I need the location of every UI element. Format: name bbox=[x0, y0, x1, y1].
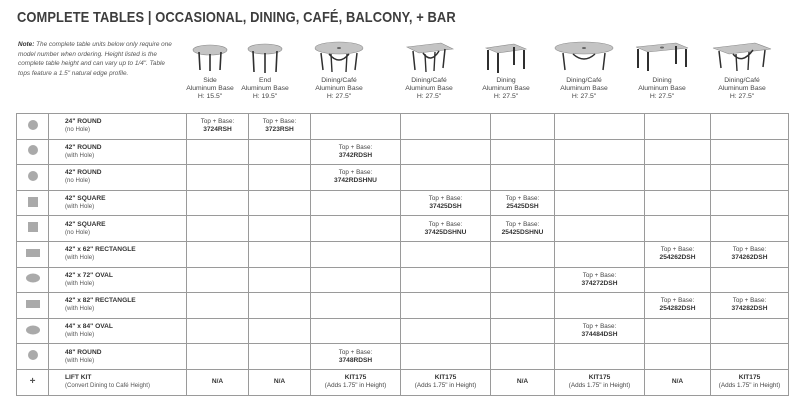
model-cell bbox=[401, 216, 491, 242]
table-row bbox=[17, 139, 789, 165]
table-row bbox=[17, 267, 789, 293]
model-number: 254262DSH bbox=[659, 254, 696, 262]
model-number: 374272DSH bbox=[581, 279, 618, 287]
model-cell bbox=[711, 114, 789, 140]
model-cell bbox=[249, 344, 311, 370]
model-number: 3723RSH bbox=[265, 126, 294, 134]
lift-kit-note: (Adds 1.75" in Height) bbox=[414, 382, 477, 390]
model-cell bbox=[311, 216, 401, 242]
lift-kit-model: KIT175 bbox=[434, 374, 457, 382]
size-hole-note: (no Hole) bbox=[65, 228, 91, 236]
table-row bbox=[17, 293, 789, 319]
table-row bbox=[17, 165, 789, 191]
model-number: 374262DSH bbox=[731, 254, 768, 262]
model-cell bbox=[711, 267, 789, 293]
size-label: 42" ROUND bbox=[65, 143, 102, 151]
model-cell bbox=[491, 114, 555, 140]
lift-kit-cell bbox=[311, 369, 401, 395]
circle-shape-icon bbox=[17, 165, 49, 191]
model-cell bbox=[645, 114, 711, 140]
model-cell bbox=[311, 267, 401, 293]
oval-shape-icon bbox=[17, 318, 49, 344]
size-label: 42" x 62" RECTANGLE bbox=[65, 246, 136, 254]
page-title: COMPLETE TABLES | OCCASIONAL, DINING, CAFÉ, BALCONY, + BAR bbox=[17, 9, 456, 26]
size-label: 42" x 72" OVAL bbox=[65, 271, 113, 279]
model-cell bbox=[187, 216, 249, 242]
model-cell bbox=[555, 241, 645, 267]
model-cell bbox=[249, 216, 311, 242]
lift-kit-cell bbox=[401, 369, 491, 395]
model-number: 254282DSH bbox=[659, 305, 696, 313]
model-number: 37425DSHNU bbox=[424, 228, 467, 236]
lift-kit-model: N/A bbox=[671, 378, 684, 386]
model-cell bbox=[401, 267, 491, 293]
column-header-rectangle-dining: Dining Aluminum Base H: 27.5" bbox=[630, 40, 694, 112]
circle-shape-icon bbox=[17, 344, 49, 370]
model-cell bbox=[311, 293, 401, 319]
size-cell bbox=[49, 165, 187, 191]
lift-kit-note: (Adds 1.75" in Height) bbox=[718, 382, 781, 390]
model-cell bbox=[555, 165, 645, 191]
lift-kit-cell bbox=[711, 369, 789, 395]
model-cell bbox=[311, 344, 401, 370]
model-cell bbox=[645, 344, 711, 370]
lift-kit-model: KIT175 bbox=[588, 374, 611, 382]
lift-kit-note: (Adds 1.75" in Height) bbox=[324, 382, 387, 390]
model-cell bbox=[711, 165, 789, 191]
size-label: 44" x 84" OVAL bbox=[65, 323, 113, 331]
circle-shape-icon bbox=[17, 139, 49, 165]
size-cell bbox=[49, 216, 187, 242]
column-header-square-dining: Dining Aluminum Base H: 27.5" bbox=[478, 40, 534, 112]
model-cell bbox=[311, 165, 401, 191]
lift-kit-label-cell bbox=[49, 369, 187, 395]
size-hole-note: (with Hole) bbox=[65, 203, 95, 211]
top-base-label: Top + Base: bbox=[505, 220, 540, 228]
oval-shape-icon bbox=[17, 267, 49, 293]
model-cell bbox=[187, 318, 249, 344]
size-label: 42" SQUARE bbox=[65, 195, 106, 203]
model-cell bbox=[491, 241, 555, 267]
model-cell bbox=[401, 293, 491, 319]
model-number: 374484DSH bbox=[581, 331, 618, 339]
lift-kit-row bbox=[17, 369, 789, 395]
tables-grid bbox=[16, 113, 789, 396]
note-label: Note: bbox=[18, 41, 35, 48]
lift-kit-cell bbox=[491, 369, 555, 395]
model-number: 3724RSH bbox=[203, 126, 232, 134]
square-dining-table-icon bbox=[482, 40, 530, 75]
top-base-label: Top + Base: bbox=[660, 297, 695, 305]
size-hole-note: (no Hole) bbox=[65, 126, 91, 134]
model-cell bbox=[249, 139, 311, 165]
model-cell bbox=[187, 344, 249, 370]
lift-kit-model: N/A bbox=[211, 378, 224, 386]
top-base-label: Top + Base: bbox=[262, 118, 297, 126]
model-cell bbox=[645, 318, 711, 344]
model-cell bbox=[491, 344, 555, 370]
model-cell bbox=[249, 293, 311, 319]
model-cell bbox=[555, 114, 645, 140]
rectangle-dining-table-icon bbox=[632, 40, 692, 75]
model-cell bbox=[401, 241, 491, 267]
size-cell bbox=[49, 114, 187, 140]
model-cell bbox=[555, 344, 645, 370]
model-cell bbox=[491, 267, 555, 293]
size-hole-note: (with Hole) bbox=[65, 279, 95, 287]
model-cell bbox=[711, 216, 789, 242]
model-cell bbox=[187, 241, 249, 267]
model-cell bbox=[311, 318, 401, 344]
model-cell bbox=[555, 216, 645, 242]
table-row bbox=[17, 318, 789, 344]
column-header-square-cafe: Dining/Café Aluminum Base H: 27.5" bbox=[394, 40, 464, 112]
lift-kit-model: N/A bbox=[516, 378, 529, 386]
table-row bbox=[17, 216, 789, 242]
model-cell bbox=[711, 241, 789, 267]
model-cell bbox=[555, 293, 645, 319]
model-number: 374282DSH bbox=[731, 305, 768, 313]
model-cell bbox=[401, 344, 491, 370]
note bbox=[18, 40, 173, 79]
oval-dining-table-icon bbox=[551, 40, 617, 75]
top-base-label: Top + Base: bbox=[582, 271, 617, 279]
size-hole-note: (with Hole) bbox=[65, 305, 95, 313]
model-number: 25425DSHNU bbox=[501, 228, 544, 236]
top-base-label: Top + Base: bbox=[505, 195, 540, 203]
rect-shape-icon bbox=[17, 241, 49, 267]
size-cell bbox=[49, 293, 187, 319]
column-header-round-dining: Dining/Café Aluminum Base H: 27.5" bbox=[306, 40, 372, 112]
model-number: 3742RDSHNU bbox=[334, 177, 377, 185]
square-shape-icon bbox=[17, 216, 49, 242]
model-number: 37425DSH bbox=[429, 203, 462, 211]
model-cell bbox=[249, 190, 311, 216]
size-label: 42" ROUND bbox=[65, 169, 102, 177]
lift-kit-model: KIT175 bbox=[738, 374, 761, 382]
model-cell bbox=[187, 267, 249, 293]
model-cell bbox=[401, 190, 491, 216]
model-cell bbox=[187, 114, 249, 140]
size-cell bbox=[49, 344, 187, 370]
model-cell bbox=[645, 267, 711, 293]
size-hole-note: (with Hole) bbox=[65, 356, 95, 364]
model-cell bbox=[645, 293, 711, 319]
lift-kit-model: N/A bbox=[273, 378, 286, 386]
model-number: 3748RDSH bbox=[338, 356, 373, 364]
square-shape-icon bbox=[17, 190, 49, 216]
model-number: 25425DSH bbox=[506, 203, 539, 211]
model-cell bbox=[311, 190, 401, 216]
plus-icon: + bbox=[29, 375, 36, 387]
model-cell bbox=[555, 190, 645, 216]
model-cell bbox=[555, 267, 645, 293]
lift-kit-subtitle: (Convert Dining to Café Height) bbox=[65, 382, 151, 390]
top-base-label: Top + Base: bbox=[338, 143, 373, 151]
model-cell bbox=[187, 293, 249, 319]
model-cell bbox=[491, 293, 555, 319]
model-cell bbox=[249, 241, 311, 267]
model-cell bbox=[401, 139, 491, 165]
lift-kit-cell bbox=[249, 369, 311, 395]
model-cell bbox=[491, 318, 555, 344]
model-cell bbox=[645, 216, 711, 242]
model-cell bbox=[401, 114, 491, 140]
model-cell bbox=[187, 165, 249, 191]
model-cell bbox=[491, 139, 555, 165]
model-cell bbox=[491, 190, 555, 216]
top-base-label: Top + Base: bbox=[732, 246, 767, 254]
round-dining-table-icon bbox=[311, 40, 367, 75]
model-cell bbox=[187, 139, 249, 165]
side-table-icon bbox=[190, 40, 230, 75]
model-cell bbox=[645, 241, 711, 267]
model-cell bbox=[645, 165, 711, 191]
table-row bbox=[17, 114, 789, 140]
size-label: 42" x 82" RECTANGLE bbox=[65, 297, 136, 305]
top-base-label: Top + Base: bbox=[732, 297, 767, 305]
model-cell bbox=[491, 216, 555, 242]
size-label: 24" ROUND bbox=[65, 118, 102, 126]
size-cell bbox=[49, 241, 187, 267]
model-cell bbox=[311, 114, 401, 140]
column-header-side: Side Aluminum Base H: 15.5" bbox=[186, 40, 234, 112]
model-cell bbox=[187, 190, 249, 216]
model-cell bbox=[711, 190, 789, 216]
model-cell bbox=[555, 318, 645, 344]
model-cell bbox=[401, 165, 491, 191]
top-base-label: Top + Base: bbox=[338, 169, 373, 177]
lift-kit-note: (Adds 1.75" in Height) bbox=[568, 382, 631, 390]
size-hole-note: (with Hole) bbox=[65, 254, 95, 262]
model-cell bbox=[645, 139, 711, 165]
model-cell bbox=[711, 139, 789, 165]
model-cell bbox=[555, 139, 645, 165]
rectangle-cafe-table-icon bbox=[709, 40, 775, 75]
size-hole-note: (no Hole) bbox=[65, 177, 91, 185]
model-cell bbox=[645, 190, 711, 216]
size-cell bbox=[49, 318, 187, 344]
table-row bbox=[17, 190, 789, 216]
top-base-label: Top + Base: bbox=[582, 323, 617, 331]
size-label: 48" ROUND bbox=[65, 348, 102, 356]
top-base-label: Top + Base: bbox=[200, 118, 235, 126]
size-hole-note: (with Hole) bbox=[65, 331, 95, 339]
model-cell bbox=[491, 165, 555, 191]
top-base-label: Top + Base: bbox=[428, 195, 463, 203]
size-cell bbox=[49, 190, 187, 216]
model-cell bbox=[711, 318, 789, 344]
lift-kit-model: KIT175 bbox=[344, 374, 367, 382]
model-number: 3742RDSH bbox=[338, 151, 373, 159]
table-row bbox=[17, 344, 789, 370]
model-cell bbox=[249, 165, 311, 191]
top-base-label: Top + Base: bbox=[338, 348, 373, 356]
top-base-label: Top + Base: bbox=[428, 220, 463, 228]
lift-kit-cell bbox=[187, 369, 249, 395]
square-cafe-table-icon bbox=[401, 40, 457, 75]
size-cell bbox=[49, 139, 187, 165]
size-cell bbox=[49, 267, 187, 293]
model-cell bbox=[249, 318, 311, 344]
model-cell bbox=[311, 139, 401, 165]
model-cell bbox=[249, 114, 311, 140]
column-header-oval-dining: Dining/Café Aluminum Base H: 27.5" bbox=[546, 40, 622, 112]
model-cell bbox=[311, 241, 401, 267]
circle-shape-icon bbox=[17, 114, 49, 140]
end-table-icon bbox=[243, 40, 287, 75]
lift-kit-title: LIFT KIT bbox=[65, 374, 92, 382]
model-cell bbox=[401, 318, 491, 344]
column-header-end: End Aluminum Base H: 19.5" bbox=[238, 40, 292, 112]
model-cell bbox=[711, 344, 789, 370]
size-label: 42" SQUARE bbox=[65, 220, 106, 228]
column-header-rectangle-cafe: Dining/Café Aluminum Base H: 27.5" bbox=[704, 40, 780, 112]
size-hole-note: (with Hole) bbox=[65, 151, 95, 159]
rect-shape-icon bbox=[17, 293, 49, 319]
table-row bbox=[17, 241, 789, 267]
model-cell bbox=[711, 293, 789, 319]
note-text: The complete table units below only require one model number when ordering. Height listed is the complete table height and can vary up to 1/4". Table tops feature a 1.5" natural edge profile. bbox=[18, 41, 172, 78]
model-cell bbox=[249, 267, 311, 293]
top-base-label: Top + Base: bbox=[660, 246, 695, 254]
lift-kit-cell bbox=[555, 369, 645, 395]
lift-kit-cell bbox=[645, 369, 711, 395]
